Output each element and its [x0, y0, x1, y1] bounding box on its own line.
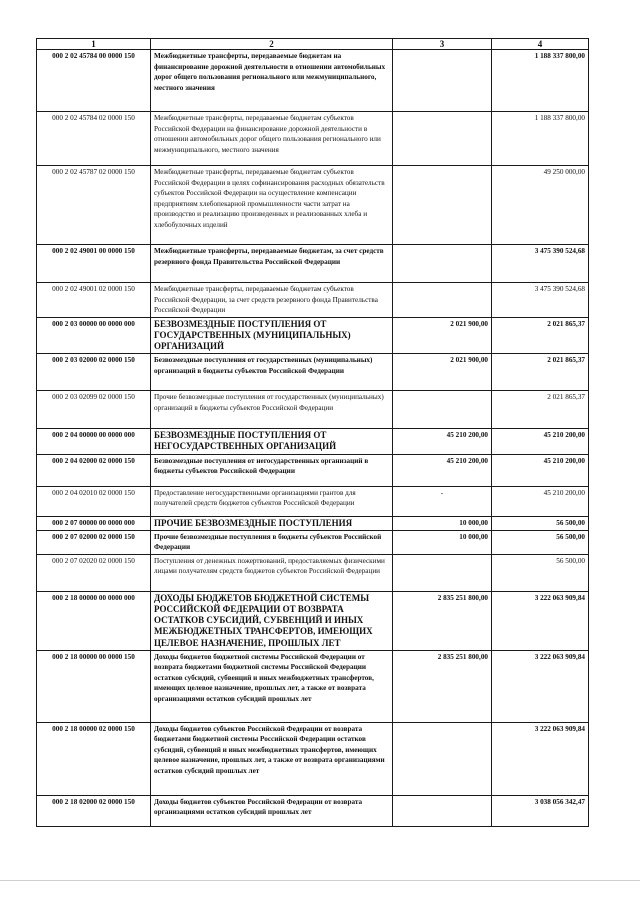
row-plan	[393, 722, 492, 795]
row-plan: 45 210 200,00	[393, 454, 492, 486]
table-row	[37, 516, 589, 530]
row-code: 000 2 04 00000 00 0000 000	[37, 429, 151, 454]
table-row	[37, 530, 589, 554]
row-name: Доходы бюджетов бюджетной системы Российской Федерации от возврата бюджетами бюджетной системы Российской Федерации остатков субсидий, субвенций и иных межбюджетных трансфертов, имеющих целевое назначение, прошлых лет, а также от возврата организациями остатков субсидий прошлых лет	[151, 650, 393, 722]
row-code: 000 2 03 02000 02 0000 150	[37, 354, 151, 391]
table-row	[37, 650, 589, 722]
row-plan	[393, 112, 492, 166]
header-col-1: 1	[37, 39, 151, 50]
row-plan	[393, 166, 492, 245]
table-row	[37, 50, 589, 112]
row-name: ДОХОДЫ БЮДЖЕТОВ БЮДЖЕТНОЙ СИСТЕМЫ РОССИЙСКОЙ ФЕДЕРАЦИИ ОТ ВОЗВРАТА ОСТАТКОВ СУБСИДИЙ, СУБВЕНЦИЙ И ИНЫХ МЕЖБЮДЖЕТНЫХ ТРАНСФЕРТОВ, ИМЕЮЩИХ ЦЕЛЕВОЕ НАЗНАЧЕНИЕ, ПРОШЛЫХ ЛЕТ	[151, 591, 393, 650]
row-name: Прочие безвозмездные поступления в бюджеты субъектов Российской Федерации	[151, 530, 393, 554]
row-executed: 56 500,00	[492, 554, 589, 591]
row-code: 000 2 02 45784 02 0000 150	[37, 112, 151, 166]
row-code: 000 2 02 49001 00 0000 150	[37, 245, 151, 283]
table-row	[37, 454, 589, 486]
header-col-2: 2	[151, 39, 393, 50]
row-plan	[393, 283, 492, 318]
row-name: Межбюджетные трансферты, передаваемые бюджетам субъектов Российской Федерации в целях софинансирования расходных обязательств субъектов Российской Федерации на осуществление компенсации предприятиям хлебопекарной промышленности части затрат на производство и реализацию произведенных и реализованных хлеба и хлебобулочных изделий	[151, 166, 393, 245]
row-name: Предоставление негосударственными организациями грантов для получателей средств бюджетов субъектов Российской Федерации	[151, 486, 393, 516]
row-name: Межбюджетные трансферты, передаваемые бюджетам субъектов Российской Федерации, за счет средств резервного фонда Правительства Российской Федерации	[151, 283, 393, 318]
row-executed: 45 210 200,00	[492, 486, 589, 516]
row-name: ПРОЧИЕ БЕЗВОЗМЕЗДНЫЕ ПОСТУПЛЕНИЯ	[151, 516, 393, 530]
table-row	[37, 391, 589, 429]
row-name: Межбюджетные трансферты, передаваемые бюджетам, за счет средств резервного фонда Правительства Российской Федерации	[151, 245, 393, 283]
row-name: БЕЗВОЗМЕЗДНЫЕ ПОСТУПЛЕНИЯ ОТ ГОСУДАРСТВЕННЫХ (МУНИЦИПАЛЬНЫХ) ОРГАНИЗАЦИЙ	[151, 317, 393, 354]
row-code: 000 2 18 00000 02 0000 150	[37, 722, 151, 795]
row-executed: 3 222 063 909,84	[492, 591, 589, 650]
row-executed: 2 021 865,37	[492, 317, 589, 354]
row-executed: 3 222 063 909,84	[492, 650, 589, 722]
row-code: 000 2 02 45787 02 0000 150	[37, 166, 151, 245]
row-code: 000 2 02 49001 02 0000 150	[37, 283, 151, 318]
row-plan: 2 021 900,00	[393, 317, 492, 354]
row-plan: 10 000,00	[393, 530, 492, 554]
table-row	[37, 486, 589, 516]
revenue-table	[36, 38, 589, 827]
table-row	[37, 795, 589, 826]
row-executed: 3 475 390 524,68	[492, 245, 589, 283]
row-plan: 2 835 251 800,00	[393, 650, 492, 722]
row-code: 000 2 03 02099 02 0000 150	[37, 391, 151, 429]
row-plan	[393, 245, 492, 283]
table-row	[37, 429, 589, 454]
row-code: 000 2 04 02010 02 0000 150	[37, 486, 151, 516]
row-executed: 56 500,00	[492, 530, 589, 554]
table-row	[37, 283, 589, 318]
row-plan: -	[393, 486, 492, 516]
row-plan: 45 210 200,00	[393, 429, 492, 454]
table-row	[37, 112, 589, 166]
header-col-3: 3	[393, 39, 492, 50]
row-name: Поступления от денежных пожертвований, предоставляемых физическими лицами получателям средств бюджетов субъектов Российской Федерации	[151, 554, 393, 591]
row-executed: 49 250 000,00	[492, 166, 589, 245]
document-page	[36, 38, 588, 827]
row-code: 000 2 02 45784 00 0000 150	[37, 50, 151, 112]
row-code: 000 2 04 02000 02 0000 150	[37, 454, 151, 486]
table-row	[37, 245, 589, 283]
table-row	[37, 166, 589, 245]
row-name: Доходы бюджетов субъектов Российской Федерации от возврата бюджетами бюджетной системы Российской Федерации остатков субсидий, субвенций и иных межбюджетных трансфертов, имеющих целевое назначение, прошлых лет, а также от возврата организациями остатков субсидий прошлых лет	[151, 722, 393, 795]
row-name: Межбюджетные трансферты, передаваемые бюджетам на финансирование дорожной деятельности в отношении автомобильных дорог общего пользования регионального или межмуниципального, местного значения	[151, 50, 393, 112]
row-code: 000 2 18 00000 00 0000 150	[37, 650, 151, 722]
row-code: 000 2 07 02020 02 0000 150	[37, 554, 151, 591]
row-name: Безвозмездные поступления от негосударственных организаций в бюджеты субъектов Российской Федерации	[151, 454, 393, 486]
row-executed: 3 222 063 909,84	[492, 722, 589, 795]
row-executed: 2 021 865,37	[492, 354, 589, 391]
row-executed: 56 500,00	[492, 516, 589, 530]
row-executed: 3 038 056 342,47	[492, 795, 589, 826]
row-executed: 45 210 200,00	[492, 454, 589, 486]
row-code: 000 2 03 00000 00 0000 000	[37, 317, 151, 354]
table-row	[37, 554, 589, 591]
row-plan	[393, 391, 492, 429]
header-col-4: 4	[492, 39, 589, 50]
row-plan	[393, 50, 492, 112]
scan-artifact-line	[0, 880, 640, 881]
row-plan: 2 835 251 800,00	[393, 591, 492, 650]
table-row	[37, 354, 589, 391]
row-executed: 2 021 865,37	[492, 391, 589, 429]
row-name: Безвозмездные поступления от государственных (муниципальных) организаций в бюджеты субъектов Российской Федерации	[151, 354, 393, 391]
row-name: БЕЗВОЗМЕЗДНЫЕ ПОСТУПЛЕНИЯ ОТ НЕГОСУДАРСТВЕННЫХ ОРГАНИЗАЦИЙ	[151, 429, 393, 454]
row-plan: 10 000,00	[393, 516, 492, 530]
row-name: Прочие безвозмездные поступления от государственных (муниципальных) организаций в бюджеты субъектов Российской Федерации	[151, 391, 393, 429]
row-plan: 2 021 900,00	[393, 354, 492, 391]
row-name: Доходы бюджетов субъектов Российской Федерации от возврата организациями остатков субсидий прошлых лет	[151, 795, 393, 826]
row-plan	[393, 795, 492, 826]
row-code: 000 2 18 00000 00 0000 000	[37, 591, 151, 650]
row-executed: 3 475 390 524,68	[492, 283, 589, 318]
row-code: 000 2 18 02000 02 0000 150	[37, 795, 151, 826]
table-row	[37, 591, 589, 650]
table-row	[37, 317, 589, 354]
row-name: Межбюджетные трансферты, передаваемые бюджетам субъектов Российской Федерации на финансирование дорожной деятельности в отношении автомобильных дорог общего пользования регионального или межмуниципального, местного значения	[151, 112, 393, 166]
row-executed: 45 210 200,00	[492, 429, 589, 454]
row-executed: 1 188 337 800,00	[492, 112, 589, 166]
row-executed: 1 188 337 800,00	[492, 50, 589, 112]
row-plan	[393, 554, 492, 591]
table-row	[37, 722, 589, 795]
row-code: 000 2 07 02000 02 0000 150	[37, 530, 151, 554]
header-row	[37, 39, 589, 50]
row-code: 000 2 07 00000 00 0000 000	[37, 516, 151, 530]
